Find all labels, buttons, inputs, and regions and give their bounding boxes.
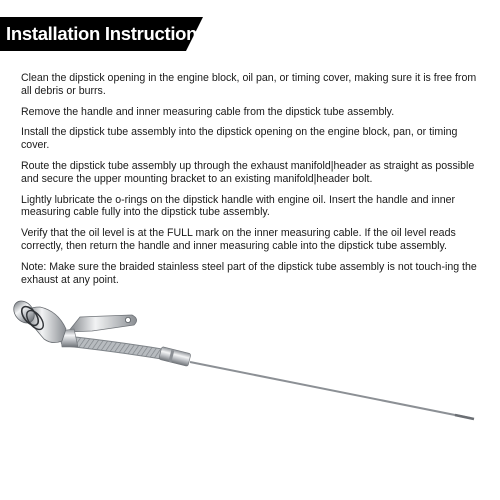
bracket-hole xyxy=(125,317,130,322)
cable-tip xyxy=(455,415,474,419)
instruction-steps xyxy=(21,72,487,294)
step-4: Route the dipstick tube assembly up through the exhaust manifold|header as straight as possible and secure the upper mounting bracket to an existing manifold|header bolt. xyxy=(21,159,475,185)
step-2: Remove the handle and inner measuring cable from the dipstick tube assembly. xyxy=(21,105,395,118)
title-banner xyxy=(0,17,203,51)
step-7: Note: Make sure the braided stainless steel part of the dipstick tube assembly is not touch-ing the exhaust at any point. xyxy=(21,260,477,286)
step-6: Verify that the oil level is at the FULL mark on the inner measuring cable. If the oil level reads correctly, then return the handle and inner measuring cable into the dipstick tube assembly. xyxy=(21,227,456,252)
step-1: Clean the dipstick opening in the engine block, oil pan, or timing cover, making sure it is free from all debris or burrs. xyxy=(21,72,477,97)
step-5: Lightly lubricate the o-rings on the dipstick handle with engine oil. Insert the handle and inner measuring cable fully into the dipstick tube assembly. xyxy=(21,193,456,219)
step-3: Install the dipstick tube assembly into the dipstick opening on the engine block, pan, or timing cover. xyxy=(21,126,458,152)
page-title: Installation Instruction: xyxy=(6,23,204,44)
lower-fitting xyxy=(159,347,191,367)
dipstick-product-image xyxy=(0,285,500,500)
measuring-cable xyxy=(190,362,470,418)
